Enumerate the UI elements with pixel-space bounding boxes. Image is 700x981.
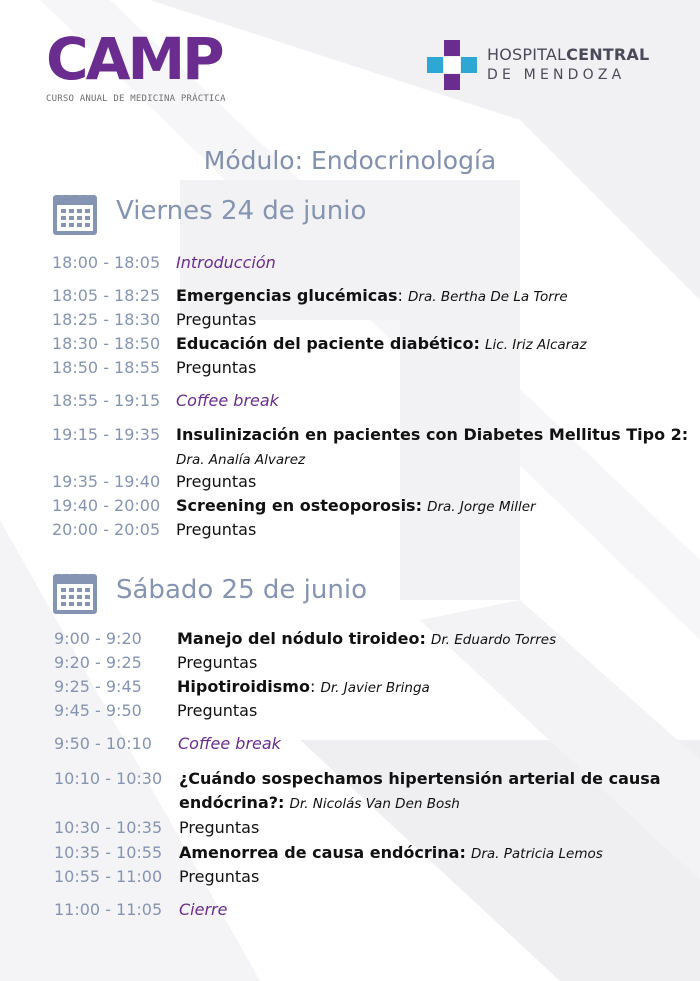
event-title: Educación del paciente diabético: bbox=[176, 334, 480, 353]
event-questions: Preguntas bbox=[176, 310, 257, 329]
event-speaker-continuation bbox=[176, 448, 305, 471]
schedule-row bbox=[52, 519, 652, 541]
schedule-row bbox=[54, 733, 654, 755]
event-title: Amenorrea de causa endócrina: bbox=[179, 843, 466, 862]
event-questions: Preguntas bbox=[176, 472, 257, 491]
event-description bbox=[177, 628, 556, 651]
event-questions: Preguntas bbox=[179, 818, 260, 837]
calendar-icon bbox=[51, 568, 99, 616]
event-separator: : bbox=[397, 286, 409, 305]
time-slot: 9:25 - 9:45 bbox=[54, 677, 142, 696]
event-label: Coffee break bbox=[178, 734, 281, 753]
time-slot: 10:30 - 10:35 bbox=[54, 818, 163, 837]
time-slot: 10:35 - 10:55 bbox=[54, 843, 163, 862]
time-slot: 18:55 - 19:15 bbox=[52, 391, 161, 410]
day-title: Viernes 24 de junio bbox=[116, 196, 367, 226]
schedule-row bbox=[54, 842, 654, 864]
schedule-row bbox=[52, 333, 652, 355]
event-title: Hipotiroidismo bbox=[177, 677, 310, 696]
event-questions: Preguntas bbox=[177, 701, 258, 720]
schedule-row bbox=[54, 866, 654, 888]
time-slot: 18:00 - 18:05 bbox=[52, 253, 161, 272]
time-slot: 19:15 - 19:35 bbox=[52, 425, 161, 444]
event-questions: Preguntas bbox=[176, 520, 257, 539]
event-title-continuation bbox=[179, 792, 460, 815]
event-speaker: Dra. Analía Alvarez bbox=[176, 452, 306, 468]
event-questions: Preguntas bbox=[179, 867, 260, 886]
schedule-row bbox=[54, 628, 654, 650]
schedule-row bbox=[54, 700, 654, 722]
event-description bbox=[179, 768, 661, 790]
time-slot: 10:10 - 10:30 bbox=[54, 769, 163, 788]
event-separator: : bbox=[309, 677, 321, 696]
event-speaker: Dr. Eduardo Torres bbox=[430, 632, 557, 648]
schedule-row bbox=[52, 357, 652, 379]
time-slot: 19:40 - 20:00 bbox=[52, 496, 161, 515]
schedule-row bbox=[52, 285, 652, 307]
event-speaker: Dra. Patricia Lemos bbox=[470, 846, 603, 862]
schedule-row bbox=[54, 768, 661, 790]
time-slot: 9:20 - 9:25 bbox=[54, 653, 142, 672]
schedule-row bbox=[52, 471, 652, 493]
event-title: Manejo del nódulo tiroideo: bbox=[177, 629, 426, 648]
time-slot: 18:05 - 18:25 bbox=[52, 286, 161, 305]
schedule-row bbox=[54, 817, 654, 839]
time-slot: 18:50 - 18:55 bbox=[52, 358, 161, 377]
event-questions: Preguntas bbox=[177, 653, 258, 672]
schedule-row bbox=[54, 676, 654, 698]
hospital-name bbox=[487, 46, 649, 84]
hospital-logo bbox=[427, 40, 677, 90]
camp-logo bbox=[46, 25, 236, 104]
module-title: Módulo: Endocrinología bbox=[203, 146, 497, 175]
event-speaker: Dra. Jorge Miller bbox=[427, 499, 536, 515]
schedule-row bbox=[54, 652, 654, 674]
calendar-icon bbox=[51, 189, 99, 237]
time-slot: 9:50 - 10:10 bbox=[54, 734, 152, 753]
event-title: Screening en osteoporosis: bbox=[176, 496, 422, 515]
time-slot: 9:00 - 9:20 bbox=[54, 629, 142, 648]
event-label: Coffee break bbox=[176, 391, 279, 410]
time-slot: 20:00 - 20:05 bbox=[52, 520, 161, 539]
schedule-row bbox=[52, 424, 689, 446]
time-slot: 11:00 - 11:05 bbox=[54, 900, 163, 919]
event-description bbox=[177, 676, 430, 699]
schedule-row bbox=[52, 495, 652, 517]
time-slot: 10:55 - 11:00 bbox=[54, 867, 163, 886]
day-title: Sábado 25 de junio bbox=[116, 575, 367, 605]
schedule-row bbox=[52, 390, 652, 412]
event-label: Cierre bbox=[179, 900, 228, 919]
event-description bbox=[176, 333, 587, 356]
camp-logo-text: CAMP bbox=[46, 25, 222, 93]
hospital-name-part2: CENTRAL bbox=[566, 45, 650, 64]
event-speaker: Dr. Nicolás Van Den Bosh bbox=[289, 796, 460, 812]
hospital-location: DE MENDOZA bbox=[487, 67, 626, 83]
event-title-line2: endócrina?: bbox=[179, 793, 285, 812]
event-speaker: Dra. Bertha De La Torre bbox=[408, 289, 568, 305]
event-questions: Preguntas bbox=[176, 358, 257, 377]
event-description bbox=[176, 285, 568, 308]
event-description bbox=[176, 495, 536, 518]
time-slot: 19:35 - 19:40 bbox=[52, 472, 161, 491]
schedule-row bbox=[52, 252, 652, 274]
event-label: Introducción bbox=[176, 253, 276, 272]
time-slot: 18:25 - 18:30 bbox=[52, 310, 161, 329]
event-speaker: Dr. Javier Bringa bbox=[320, 680, 430, 696]
event-description bbox=[176, 424, 688, 446]
hospital-cross-icon bbox=[427, 40, 477, 90]
hospital-name-part1: HOSPITAL bbox=[487, 45, 567, 64]
time-slot: 18:30 - 18:50 bbox=[52, 334, 161, 353]
event-title: Emergencias glucémicas bbox=[176, 286, 398, 305]
event-speaker: Lic. Iriz Alcaraz bbox=[485, 337, 587, 353]
event-title: Insulinización en pacientes con Diabetes Mellitus Tipo 2: bbox=[176, 425, 689, 444]
event-title: ¿Cuándo sospechamos hipertensión arterial de causa bbox=[179, 769, 661, 788]
event-description bbox=[179, 842, 603, 865]
camp-logo-subtitle: CURSO ANUAL DE MEDICINA PRÁCTICA bbox=[46, 94, 226, 104]
schedule-row bbox=[54, 899, 654, 921]
schedule-row bbox=[52, 309, 652, 331]
time-slot: 9:45 - 9:50 bbox=[54, 701, 142, 720]
